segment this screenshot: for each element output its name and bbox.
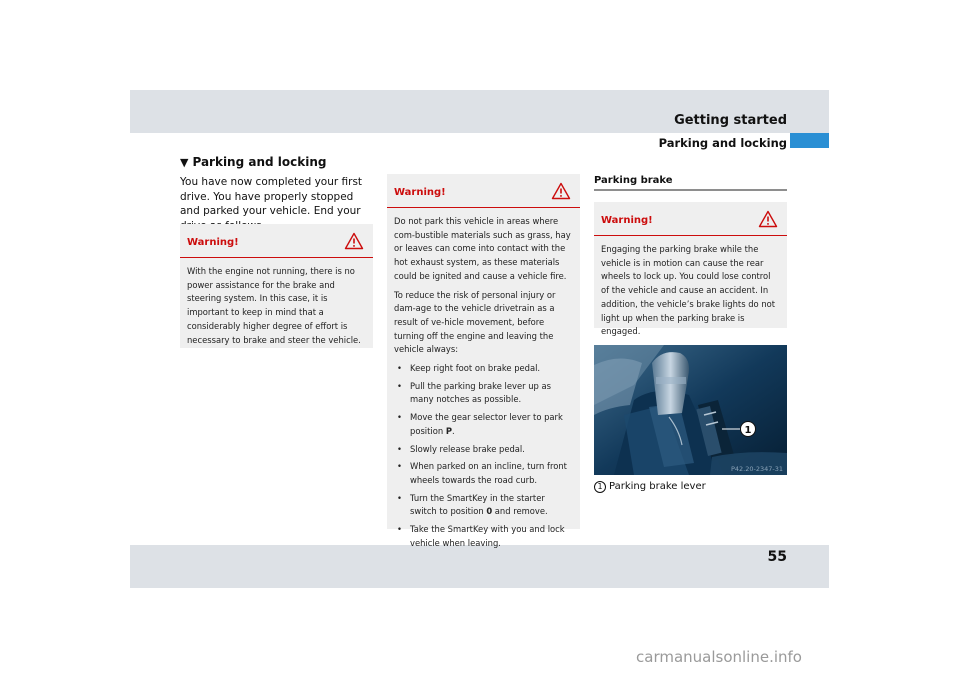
warning-paragraph: To reduce the risk of personal injury or dam-age to the vehicle drivetrain as a result of ve-hicle movement, before turning off the engine and leaving the vehicle always: bbox=[394, 289, 556, 355]
parking-brake-illustration bbox=[594, 345, 787, 475]
chapter-title: Getting started bbox=[674, 113, 787, 128]
warning-label: Warning! bbox=[394, 187, 446, 198]
caption-number-badge: 1 bbox=[594, 481, 606, 493]
warning-paragraph: Do not park this vehicle in areas where com-bustible materials such as grass, hay or leaves can come into contact with the hot exhaust system, as these materials could be ignited and cause a vehicle fire. bbox=[394, 216, 571, 281]
list-item: • Pull the parking brake lever up as many notches as possible. bbox=[394, 380, 573, 407]
watermark: carmanualsonline.info bbox=[636, 648, 802, 666]
list-item: • When parked on an incline, turn front wheels towards the road curb. bbox=[394, 460, 573, 487]
caption-text: Parking brake lever bbox=[609, 481, 706, 492]
accent-tab bbox=[790, 133, 829, 148]
section-divider bbox=[594, 189, 787, 191]
list-item: • Move the gear selector lever to park position P. bbox=[394, 411, 573, 438]
warning-triangle-icon bbox=[551, 182, 571, 200]
steps-list bbox=[394, 362, 573, 550]
warning-header bbox=[594, 202, 787, 236]
warning-box-parking bbox=[387, 174, 580, 548]
section-subtitle: Parking and locking bbox=[658, 136, 787, 150]
photo-caption bbox=[594, 481, 706, 493]
warning-label: Warning! bbox=[187, 237, 239, 248]
callout-number: 1 bbox=[744, 425, 752, 436]
warning-header bbox=[180, 224, 373, 258]
warning-label: Warning! bbox=[601, 215, 653, 226]
warning-text: With the engine not running, there is no power assistance for the brake and steering system. In this case, it is important to keep in mind that a considerably higher degree of effort is necessary to brake and steer the vehicle. bbox=[187, 266, 361, 345]
list-item: • Take the SmartKey with you and lock vehicle when leaving. bbox=[394, 523, 573, 550]
page-title bbox=[180, 155, 326, 169]
warning-box-engine-off bbox=[180, 224, 373, 348]
list-item: • Slowly release brake pedal. bbox=[394, 443, 573, 457]
warning-text: Engaging the parking brake while the vehicle is in motion can cause the rear wheels to lock up. You could lose control of the vehicle and cause an accident. In addition, the vehicle’s brake lights do not light up when the parking brake is engaged. bbox=[601, 244, 776, 337]
warning-triangle-icon bbox=[344, 232, 364, 250]
warning-header bbox=[387, 174, 580, 208]
list-item: • Keep right foot on brake pedal. bbox=[394, 362, 573, 376]
page-title-text: Parking and locking bbox=[192, 155, 327, 169]
page-number: 55 bbox=[767, 549, 787, 565]
intro-paragraph: You have now completed your first drive. You have properly stopped and parked your vehicle. End your bbox=[180, 176, 363, 217]
warning-body bbox=[387, 208, 580, 562]
parking-brake-photo bbox=[594, 345, 787, 475]
image-code: P42.20-2347-31 bbox=[730, 465, 783, 473]
list-item: • Turn the SmartKey in the starter switch to position 0 and remove. bbox=[394, 492, 573, 519]
warning-triangle-icon bbox=[758, 210, 778, 228]
warning-box-parking-brake bbox=[594, 202, 787, 337]
parking-brake-title: Parking brake bbox=[594, 175, 673, 186]
triangle-marker-icon: ▼ bbox=[180, 156, 189, 169]
